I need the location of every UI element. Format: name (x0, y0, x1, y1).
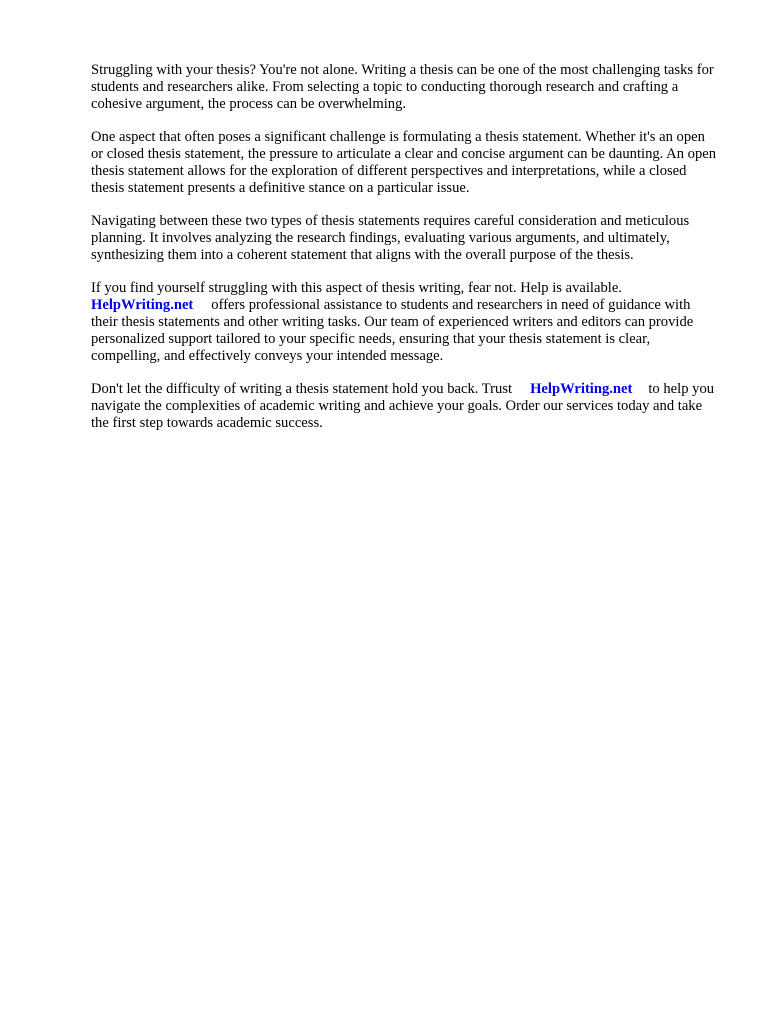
paragraph-navigating: Navigating between these two types of thesis statements requires careful consideration and meticulous planning. It involves analyzing the research findings, evaluating various arguments, and ultimately, synthesizing them into a coherent statement that aligns with the overall purpose of the thesis. (91, 213, 690, 263)
paragraph-intro: Struggling with your thesis? You're not alone. Writing a thesis can be one of the most challenging tasks for students and researchers alike. From selecting a topic to conducting thorough research and crafting a cohesive argument, the process can be overwhelming. (91, 62, 714, 112)
closing-after-text: to help you navigate the complexities of academic writing and achieve your goals. Order our services today and take the first step towards academic success. (91, 381, 715, 431)
help-rest-text: offers professional assistance to students and researchers in need of guidance with their thesis statements and other writing tasks. Our team of experienced writers and editors can provide personalized support tailored to your specific needs, ensuring that your thesis statement is clear, compelling, and effectively conveys your intended message. (91, 297, 694, 364)
paragraph-closing (91, 381, 716, 432)
helpwriting-link[interactable]: HelpWriting.net (91, 297, 194, 313)
closing-before-text: Don't let the difficulty of writing a thesis statement hold you back. Trust (91, 381, 513, 397)
paragraph-thesis-statement: One aspect that often poses a significant challenge is formulating a thesis statement. Whether it's an open or closed thesis statement, the pressure to articulate a clear and concise argument can be daunting. An open thesis statement allows for the exploration of different perspectives and interpretations, while a closed thesis statement presents a definitive stance on a particular issue. (91, 129, 717, 196)
document-body (91, 62, 716, 448)
paragraph-help (91, 280, 716, 365)
helpwriting-link-trust[interactable]: HelpWriting.net (530, 381, 633, 397)
help-intro-text: If you find yourself struggling with this aspect of thesis writing, fear not. Help is available. (91, 280, 622, 296)
